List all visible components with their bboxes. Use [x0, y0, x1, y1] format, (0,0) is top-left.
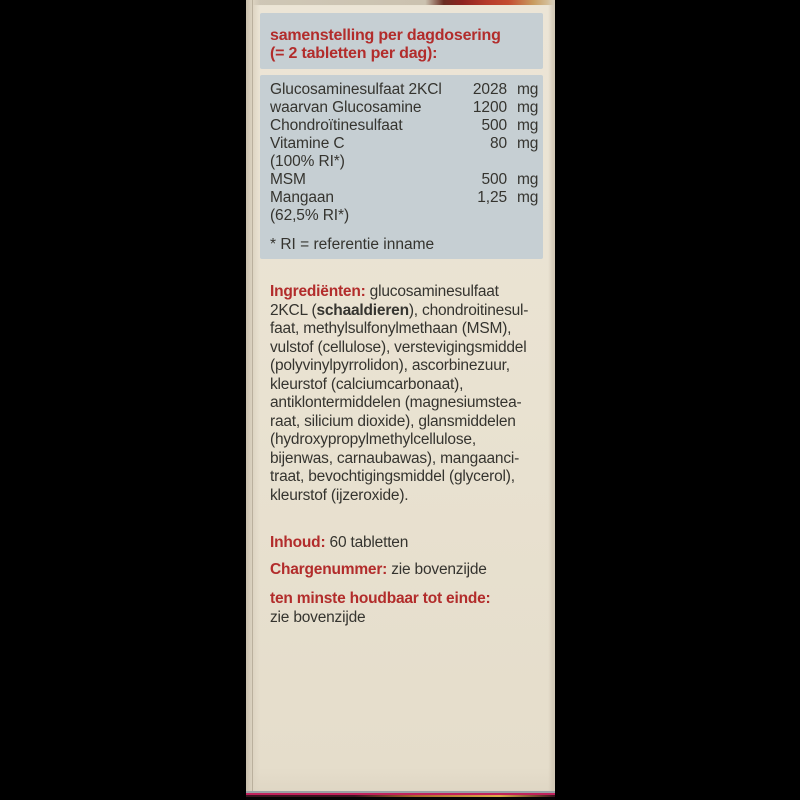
nutrient-row	[270, 207, 543, 225]
nutrient-row	[270, 135, 543, 153]
ingredients-line: (polyvinylpyrrolidon), ascorbinezuur,	[270, 357, 510, 374]
nutrient-unit	[517, 207, 543, 225]
expiry-value: zie bovenzijde	[270, 609, 366, 626]
ingredients-line	[270, 283, 562, 302]
nutrient-row	[270, 153, 543, 171]
allergen-text: schaaldieren	[316, 301, 409, 319]
dosage-table	[260, 75, 543, 259]
nutrient-amount	[451, 153, 507, 171]
box-left-edge	[246, 0, 260, 800]
nutrient-amount: 500	[481, 117, 507, 134]
ingredients-line: traat, bevochtigingsmiddel (glycerol),	[270, 468, 515, 485]
nutrient-unit: mg	[517, 99, 539, 116]
nutrient-amount: 2028	[472, 81, 507, 98]
ingredients-text: ), chondroitinesul-	[408, 301, 529, 319]
expiry-label: ten minste houdbaar tot einde:	[270, 590, 491, 607]
nutrient-name: MSM	[270, 171, 306, 188]
ingredients-line: antiklontermiddelen (magnesiumstea-	[270, 394, 522, 411]
ingredients-line: bijenwas, carnaubawas), mangaanci-	[270, 449, 520, 467]
box-top-edge	[246, 0, 555, 5]
ingredients-line: faat, methylsulfonylmethaan (MSM),	[270, 320, 512, 337]
nutrient-unit: mg	[517, 135, 539, 152]
ri-footnote: * RI = referentie inname	[270, 236, 435, 253]
batch-number-line	[270, 560, 487, 579]
dosage-title-line2: (= 2 tabletten per dag):	[270, 45, 438, 62]
batch-number-value: zie bovenzijde	[387, 561, 487, 578]
nutrient-name: Glucosaminesulfaat 2KCl	[270, 81, 442, 98]
nutrient-name: Chondroïtinesulfaat	[270, 117, 403, 134]
nutrient-unit: mg	[517, 81, 539, 98]
nutrient-row	[270, 81, 543, 99]
nutrient-name: (62,5% RI*)	[270, 207, 350, 224]
nutrient-amount: 1,25	[477, 189, 507, 206]
nutrient-unit: mg	[517, 171, 539, 188]
dosage-panel-header	[260, 13, 543, 69]
nutrient-unit: mg	[517, 117, 539, 134]
nutrient-row	[270, 99, 543, 117]
box-bottom-edge	[246, 791, 555, 800]
nutrient-name: Vitamine C	[270, 135, 345, 152]
dosage-title-line1: samenstelling per dagdosering	[270, 27, 501, 44]
ingredients-text: 2KCL (	[270, 301, 317, 319]
nutrient-name: Mangaan	[270, 189, 334, 206]
box-left-crease	[252, 0, 253, 800]
nutrient-row	[270, 189, 543, 207]
nutrient-unit: mg	[517, 189, 539, 206]
ingredients-line: kleurstof (calciumcarbonaat),	[270, 375, 464, 393]
nutrient-row	[270, 171, 543, 189]
expiry-line	[270, 589, 490, 627]
contents-label: Inhoud:	[270, 534, 326, 551]
ingredients-line: raat, silicium dioxide), glansmiddelen	[270, 412, 516, 430]
ingredients-line	[270, 302, 562, 321]
product-box-side-panel	[246, 0, 555, 800]
ingredients-paragraph	[270, 283, 562, 505]
contents-line	[270, 533, 408, 552]
ingredients-line: (hydroxypropylmethylcellulose,	[270, 431, 476, 448]
batch-number-label: Chargenummer:	[270, 561, 388, 578]
ingredients-text: glucosaminesulfaat	[365, 283, 499, 300]
nutrient-amount	[451, 207, 507, 225]
nutrient-unit	[517, 153, 543, 171]
nutrient-amount: 80	[489, 135, 507, 152]
ingredients-line: kleurstof (ijzeroxide).	[270, 486, 409, 504]
nutrient-row	[270, 117, 543, 135]
contents-value: 60 tabletten	[325, 534, 409, 551]
nutrient-amount: 500	[481, 171, 507, 188]
ingredients-label: Ingrediënten:	[270, 283, 366, 300]
nutrient-name: (100% RI*)	[270, 153, 345, 170]
nutrient-amount: 1200	[472, 99, 507, 116]
nutrient-name: waarvan Glucosamine	[270, 99, 422, 116]
ingredients-line: vulstof (cellulose), verstevigingsmiddel	[270, 338, 527, 356]
